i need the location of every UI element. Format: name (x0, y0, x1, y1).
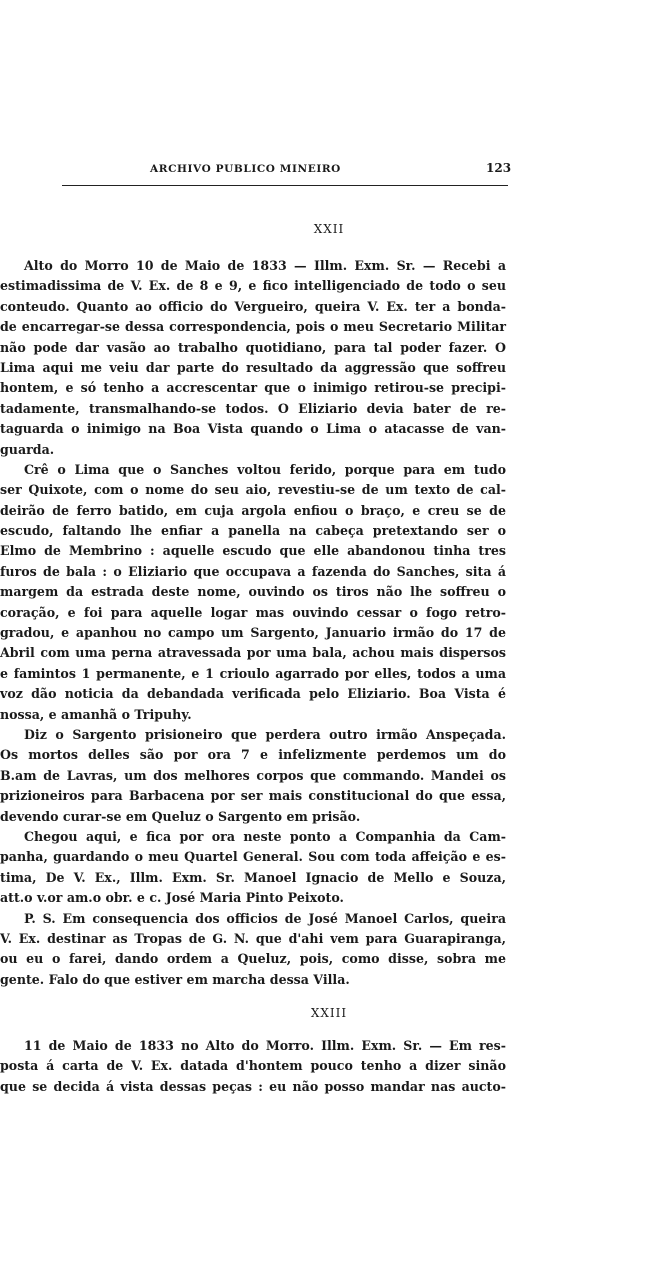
text-line: B.am de Lavras, um dos melhores corpos que commando. Mandei os (0, 767, 506, 783)
text-line: furos de bala : o Eliziario que occupava a fazenda do Sanches, sita á (0, 563, 506, 579)
text-line: tadamente, transmalhando-se todos. O Eliziario devia bater de re- (0, 400, 506, 416)
text-line: posta á carta de V. Ex. datada d'hontem pouco tenho a dizer sinão (0, 1058, 506, 1074)
signature-line: att.o v.or am.o obr. e c. José Maria Pinto Peixoto. (0, 890, 344, 906)
text-line: estimadissima de V. Ex. de 8 e 9, e fico intelligenciado de todo o seu (0, 278, 506, 294)
section-number-xxii: XXII (313, 222, 345, 236)
text-line: margem da estrada deste nome, ouvindo os tiros não lhe soffreu o (0, 584, 506, 600)
text-line: prizioneiros para Barbacena por ser mais constitucional do que essa, (0, 788, 506, 804)
text-line: e famintos 1 permanente, e 1 crioulo agarrado por elles, todos a uma (0, 665, 506, 681)
text-line: Chegou aqui, e fica por ora neste ponto a Companhia da Cam- (24, 828, 506, 844)
text-line: gradou, e apanhou no campo um Sargento, Januario irmão do 17 de (0, 625, 506, 641)
text-line: escudo, faltando lhe enfiar a panella na cabeça pretextando ser o (0, 523, 506, 539)
text-line: Elmo de Membrino : aquelle escudo que elle abandonou tinha tres (0, 543, 506, 559)
text-line: Crê o Lima que o Sanches voltou ferido, porque para em tudo (24, 461, 506, 477)
text-line: Lima aqui me veiu dar parte do resultado da aggressão que soffreu (0, 359, 506, 375)
text-line: panha, guardando o meu Quartel General. Sou com toda affeição e es- (0, 849, 506, 865)
text-line: devendo curar-se em Queluz o Sargento em prisão. (0, 808, 361, 824)
text-line: hontem, e só tenho a accrescentar que o inimigo retirou-se precipi- (0, 380, 506, 396)
text-line: Alto do Morro 10 de Maio de 1833 — Illm. Exm. Sr. — Recebi a (24, 258, 506, 273)
page-number: 123 (486, 161, 512, 175)
text-line: voz dão noticia da debandada verificada pelo Eliziario. Boa Vista é (0, 686, 506, 702)
text-line: deirão de ferro batido, em cuja argola enfiou o braço, e creu se de (0, 502, 506, 518)
text-line: tima, De V. Ex., Illm. Exm. Sr. Manoel Ignacio de Mello e Souza, (0, 869, 506, 885)
text-line: guarda. (0, 441, 55, 457)
text-line: V. Ex. destinar as Tropas de G. N. que d'ahi vem para Guarapiranga, (0, 930, 506, 946)
text-line: ser Quixote, com o nome do seu aio, revestiu-se de um texto de cal- (0, 482, 506, 498)
text-line: que se decida á vista dessas peças : eu não posso mandar nas aucto- (0, 1078, 506, 1094)
letter-xxiii (0, 1036, 506, 1097)
text-line: Abril com uma perna atravessada por uma bala, achou mais dispersos (0, 645, 506, 661)
text-line: taguarda o inimigo na Boa Vista quando o Lima o atacasse de van- (0, 421, 506, 437)
running-title: ARCHIVO PUBLICO MINEIRO (150, 163, 341, 175)
running-head (0, 158, 658, 178)
text-line: coração, e foi para aquelle logar mas ouvindo cessar o fogo retro- (0, 604, 506, 620)
section-number-xxiii: XXIII (310, 1006, 348, 1020)
text-line: gente. Falo do que estiver em marcha dessa Villa. (0, 971, 350, 987)
text-line: não pode dar vasão ao trabalho quotidiano, para tal poder fazer. O (0, 339, 506, 355)
text-line: P. S. Em consequencia dos officios de José Manoel Carlos, queira (24, 910, 506, 926)
text-line: nossa, e amanhã o Tripuhy. (0, 706, 192, 722)
header-rule (62, 185, 508, 186)
text-line: de encarregar-se dessa correspondencia, pois o meu Secretario Militar (0, 319, 506, 335)
text-line: ou eu o farei, dando ordem a Queluz, pois, como disse, sobra me (0, 951, 506, 967)
letter-xxii (0, 256, 506, 990)
text-line: Diz o Sargento prisioneiro que perdera outro irmão Anspeçada. (24, 726, 506, 742)
text-line: conteudo. Quanto ao officio do Vergueiro, queira V. Ex. ter a bonda- (0, 298, 506, 314)
text-line: 11 de Maio de 1833 no Alto do Morro. Illm. Exm. Sr. — Em res- (24, 1038, 506, 1053)
text-line: Os mortos delles são por ora 7 e infelizmente perdemos um do (0, 747, 506, 763)
